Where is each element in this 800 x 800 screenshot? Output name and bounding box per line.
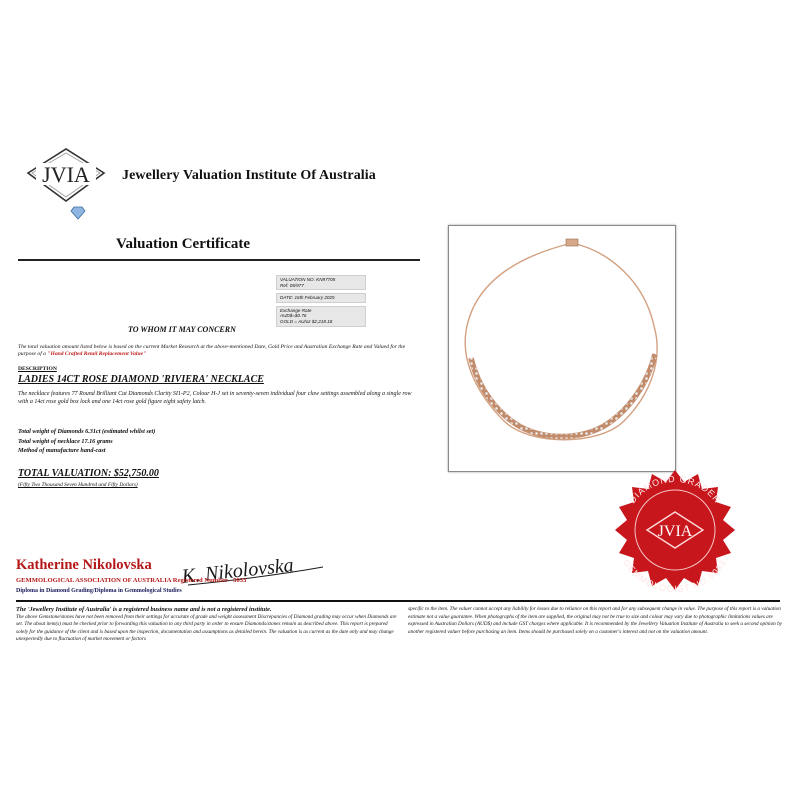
intro-paragraph (18, 344, 418, 358)
description-heading: DESCRIPTION (18, 366, 57, 372)
certificate-title: Valuation Certificate (116, 236, 251, 252)
handwritten-signature (178, 545, 328, 595)
valuation-purpose: "Hand Crafted Retail Replacement Value" (47, 351, 147, 358)
item-title: LADIES 14CT ROSE DIAMOND 'RIVIERA' NECKLACE (18, 374, 264, 385)
footer-lead: The 'Jewellery Institute of Australia' is a registered business name and is not a registered institute. (16, 606, 272, 613)
valuation-date: DATE: 16th February 2025 (276, 293, 366, 303)
footer-left-text: The above Gemstone/stones have not been removed from their settings for accurate of grade and weight assessment Discrepancies of Diamond grading may occur when Diamonds are set. The about item(s) must be checked prior to forwarding this valuation to any third party in order to ensure Diamonds/stones remain as described above. This report is prepared solely for the guidance of the client and is based upon the inspection, documentation and assumptions as detailed herein. The valuation is as current as the date only and may change unexpectedly due to fluctuation of market movement or factors (16, 613, 397, 643)
seal-bottom-text: GEMMOLOGIST NO.5033 (621, 557, 729, 595)
valuation-number: VALUATION NO. KN97705 (280, 277, 336, 282)
organization-name: Jewellery Valuation Institute Of Australia (122, 168, 376, 183)
logo-text: JVIA (42, 162, 90, 187)
footer-right-text: specific to the item. The valuer cannot accept any liability for losses due to reliance on this report and for any subsequent change in value. The purpose of this report is a valuation estimate not a value guarantee. When photographs of the item are supplied, the original may not be true to size and colour may vary due to photographic limitations values are expressed in Australian Dollars (AUD$) and include GST charges where applicable. It is recommended by the Jewellery Valuation Institute of Australia to seek a second opinion by another registered valuer before purchasing an item. Items should be purchased solely on a customer's interest and not on the valuation amount. (408, 606, 782, 635)
spec-diamond-weight: Total weight of Diamonds 6.31ct (estimated whilst set) (18, 428, 156, 435)
footer-left-column (16, 606, 398, 644)
footer-divider (16, 600, 780, 602)
gemmological-association: GEMMOLOGICAL ASSOCIATION OF AUSTRALIA Registered Number - 5033 (16, 577, 247, 584)
jvia-logo (22, 145, 110, 225)
gold-price: GOLD = AU/oz $2,218.18 (280, 318, 333, 324)
necklace-photo (448, 225, 676, 472)
title-divider (18, 259, 420, 261)
reference-number: Ref: 05/977 (280, 282, 304, 288)
diamond-icon (71, 207, 85, 219)
intro-text: The total valuation amount listed below is based on the current Market Research at the above-mentioned Date, Gold Price and Australian Exchange Rate and Valued for the purpose of a (18, 344, 406, 358)
signature-text: K. Nikolovska (180, 554, 295, 588)
total-valuation-words: (Fifty Two Thousand Seven Hundred and Fifty Dollars) (18, 482, 138, 488)
spec-necklace-weight: Total weight of necklace 17.16 grams (18, 437, 113, 445)
seal-top-text: DIAMOND GRADER (627, 473, 723, 506)
valuation-number-block (276, 275, 366, 290)
diploma: Diploma in Diamond Grading/Diploma in Gemmological Studies (16, 588, 182, 594)
diamond-grader-seal (585, 440, 765, 620)
valuation-info-box (276, 275, 366, 330)
item-description: The necklace features 77 Round Brilliant Cut Diamonds Clarity SI1-P2, Colour H-J set in seventy-seven individual four claw settings assembled along a single row with a 14ct rose gold box lock and one 14ct rose gold figure eight safety latch. (18, 391, 412, 405)
total-valuation: TOTAL VALUATION: $52,750.00 (18, 468, 159, 479)
exchange-rate-block (276, 306, 366, 327)
item-specs (18, 427, 155, 456)
seal-center-text: JVIA (657, 523, 693, 540)
exchange-label: Exchange Rate (280, 307, 312, 313)
spec-manufacture: Method of manufacture hand-cast (18, 447, 106, 454)
aud-rate: AUD$=$0.76 (280, 313, 307, 319)
signer-name: Katherine Nikolovska (16, 557, 152, 573)
addressee: TO WHOM IT MAY CONCERN (128, 325, 236, 334)
